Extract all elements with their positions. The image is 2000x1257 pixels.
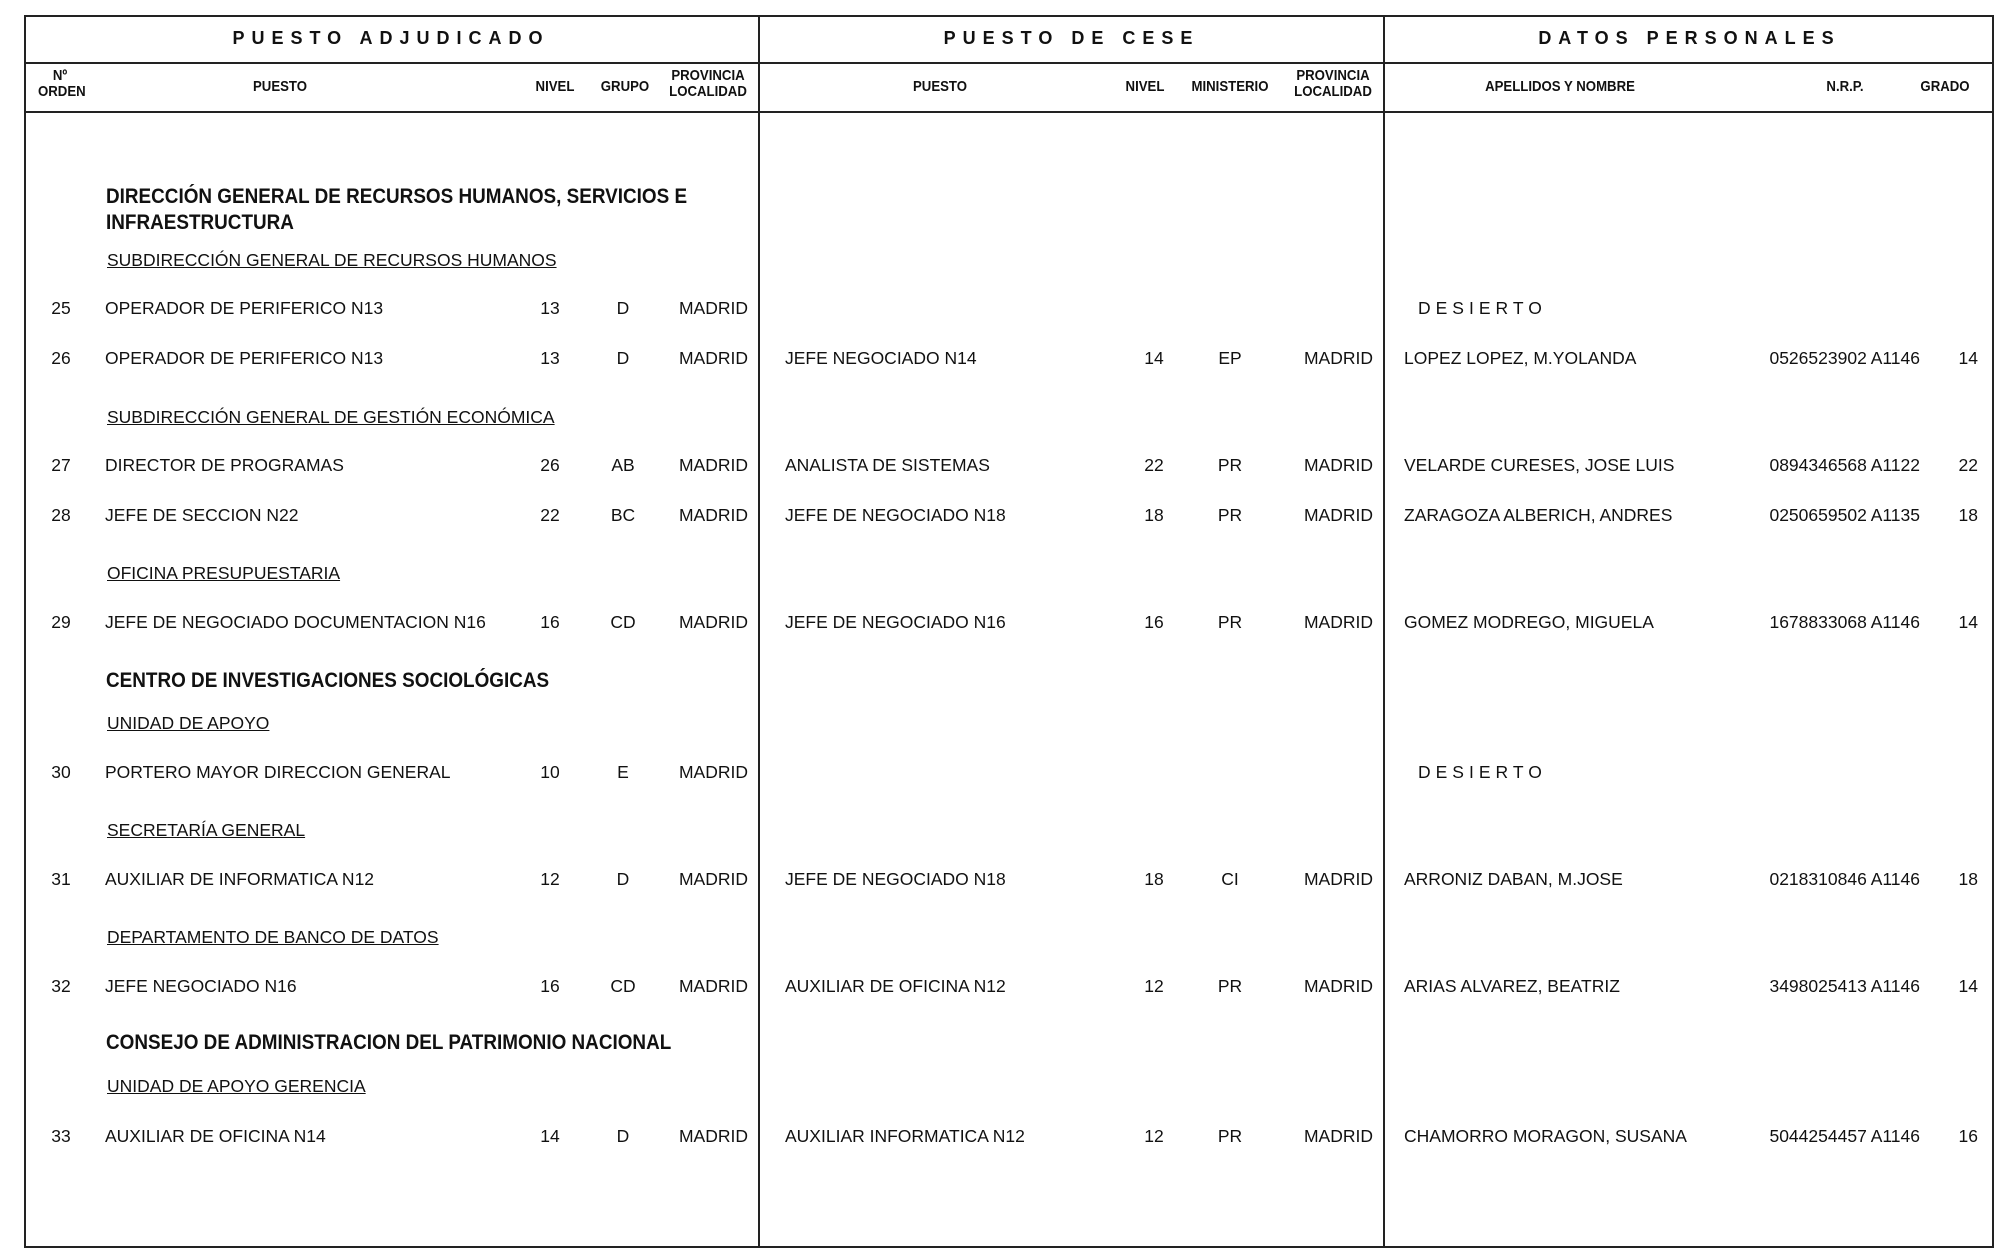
cell-nombre: DESIERTO (1418, 298, 1547, 318)
cell-cese-provincia: MADRID (1303, 1126, 1373, 1146)
table-row (0, 762, 2000, 784)
table-row (0, 505, 2000, 527)
cell-cese-puesto: JEFE DE NEGOCIADO N16 (785, 612, 1006, 632)
cell-grupo: CD (610, 612, 636, 632)
group-title: DIRECCIÓN GENERAL DE RECURSOS HUMANOS, SERVICIOS E (106, 185, 688, 208)
cell-cese-provincia: MADRID (1303, 348, 1373, 368)
cell-nrp: 0526523902 A1146 (1769, 348, 1920, 368)
section-title-cese: PUESTO DE CESE (943, 28, 1200, 48)
cell-provincia: MADRID (678, 869, 748, 889)
table-row (0, 869, 2000, 891)
cell-puesto: OPERADOR DE PERIFERICO N13 (105, 298, 384, 318)
cell-ministerio: EP (1218, 348, 1242, 368)
header-ministerio: MINISTERIO (1191, 78, 1269, 95)
header-cese-nivel: NIVEL (1125, 78, 1165, 95)
cell-grupo: D (616, 348, 630, 368)
cell-nrp: 0250659502 A1135 (1769, 505, 1920, 525)
cell-cese-nivel: 14 (1144, 348, 1164, 368)
cell-grupo: BC (610, 505, 636, 525)
header-grupo: GRUPO (600, 78, 650, 95)
cell-cese-provincia: MADRID (1303, 869, 1373, 889)
group-title: CONSEJO DE ADMINISTRACION DEL PATRIMONIO NACIONAL (106, 1031, 672, 1054)
table-row (0, 976, 2000, 998)
cell-ministerio: PR (1217, 1126, 1243, 1146)
cell-grupo: E (617, 762, 629, 782)
cell-provincia: MADRID (678, 612, 748, 632)
table-row (0, 455, 2000, 477)
table-row (0, 1126, 2000, 1148)
cell-provincia: MADRID (678, 1126, 748, 1146)
cell-orden: 28 (51, 505, 71, 525)
cell-cese-puesto: AUXILIAR INFORMATICA N12 (785, 1126, 1025, 1146)
cell-puesto: DIRECTOR DE PROGRAMAS (105, 455, 344, 475)
cell-ministerio: PR (1217, 976, 1243, 996)
cell-cese-puesto: JEFE DE NEGOCIADO N18 (785, 505, 1006, 525)
cell-grado: 18 (1958, 505, 1978, 525)
cell-grado: 22 (1958, 455, 1978, 475)
cell-provincia: MADRID (678, 348, 748, 368)
section-title-personales: DATOS PERSONALES (1538, 28, 1841, 48)
header-grado: GRADO (1920, 78, 1970, 95)
subgroup-title: UNIDAD DE APOYO GERENCIA (107, 1076, 366, 1096)
group-title: INFRAESTRUCTURA (106, 211, 294, 234)
subgroup-title: UNIDAD DE APOYO (107, 713, 270, 733)
cell-puesto: AUXILIAR DE OFICINA N14 (105, 1126, 326, 1146)
cell-grado: 14 (1958, 348, 1978, 368)
cell-cese-nivel: 22 (1144, 455, 1164, 475)
cell-nrp: 5044254457 A1146 (1769, 1126, 1920, 1146)
cell-puesto: PORTERO MAYOR DIRECCION GENERAL (105, 762, 451, 782)
cell-puesto: AUXILIAR DE INFORMATICA N12 (105, 869, 375, 889)
cell-nivel: 13 (540, 298, 560, 318)
cell-nombre: CHAMORRO MORAGON, SUSANA (1404, 1126, 1687, 1146)
cell-nivel: 16 (540, 976, 560, 996)
cell-cese-nivel: 12 (1144, 976, 1164, 996)
header-apellidos: APELLIDOS Y NOMBRE (1485, 78, 1635, 95)
cell-cese-nivel: 12 (1144, 1126, 1164, 1146)
subgroup-title: SECRETARÍA GENERAL (107, 820, 306, 840)
cell-nombre: ARIAS ALVAREZ, BEATRIZ (1404, 976, 1620, 996)
cell-nombre: GOMEZ MODREGO, MIGUELA (1404, 612, 1654, 632)
cell-cese-nivel: 18 (1144, 505, 1164, 525)
cell-nivel: 10 (540, 762, 560, 782)
cell-puesto: JEFE NEGOCIADO N16 (105, 976, 297, 996)
subgroup-title: SUBDIRECCIÓN GENERAL DE GESTIÓN ECONÓMICA (107, 407, 555, 427)
cell-nrp: 0218310846 A1146 (1769, 869, 1920, 889)
cell-nombre: ARRONIZ DABAN, M.JOSE (1404, 869, 1623, 889)
cell-orden: 29 (51, 612, 71, 632)
header-cese-provincia: PROVINCIA LOCALIDAD (1294, 67, 1372, 100)
cell-nrp: 0894346568 A1122 (1769, 455, 1920, 475)
cell-provincia: MADRID (678, 762, 748, 782)
cell-nivel: 16 (540, 612, 560, 632)
cell-cese-puesto: JEFE NEGOCIADO N14 (785, 348, 977, 368)
header-nivel: NIVEL (535, 78, 575, 95)
subgroup-title: SUBDIRECCIÓN GENERAL DE RECURSOS HUMANOS (107, 250, 557, 270)
cell-cese-nivel: 16 (1144, 612, 1164, 632)
cell-ministerio: PR (1217, 612, 1243, 632)
cell-nivel: 14 (540, 1126, 560, 1146)
table-row (0, 612, 2000, 634)
subgroup-title: OFICINA PRESUPUESTARIA (107, 563, 341, 583)
cell-grupo: AB (611, 455, 635, 475)
cell-orden: 26 (51, 348, 71, 368)
header-rule-1 (24, 62, 1994, 64)
cell-cese-puesto: AUXILIAR DE OFICINA N12 (785, 976, 1006, 996)
cell-provincia: MADRID (678, 976, 748, 996)
cell-puesto: OPERADOR DE PERIFERICO N13 (105, 348, 384, 368)
cell-orden: 33 (51, 1126, 71, 1146)
cell-nombre: LOPEZ LOPEZ, M.YOLANDA (1404, 348, 1637, 368)
cell-nivel: 12 (540, 869, 560, 889)
cell-cese-provincia: MADRID (1303, 505, 1373, 525)
cell-ministerio: CI (1221, 869, 1239, 889)
header-puesto: PUESTO (252, 78, 308, 95)
cell-grado: 14 (1958, 612, 1978, 632)
cell-provincia: MADRID (678, 298, 748, 318)
cell-grupo: D (616, 298, 630, 318)
cell-nrp: 3498025413 A1146 (1769, 976, 1920, 996)
cell-cese-provincia: MADRID (1303, 976, 1373, 996)
cell-cese-nivel: 18 (1144, 869, 1164, 889)
section-title-adjudicado: PUESTO ADJUDICADO (232, 28, 550, 48)
cell-grado: 14 (1958, 976, 1978, 996)
header-orden: Nº ORDEN (38, 67, 86, 100)
header-nrp: N.R.P. (1826, 78, 1864, 95)
cell-cese-provincia: MADRID (1303, 455, 1373, 475)
cell-orden: 32 (51, 976, 71, 996)
header-cese-puesto: PUESTO (912, 78, 968, 95)
cell-nivel: 13 (540, 348, 560, 368)
cell-grupo: CD (610, 976, 636, 996)
group-title: CENTRO DE INVESTIGACIONES SOCIOLÓGICAS (106, 669, 550, 692)
cell-nivel: 22 (540, 505, 560, 525)
cell-ministerio: PR (1217, 455, 1243, 475)
cell-nombre: VELARDE CURESES, JOSE LUIS (1404, 455, 1675, 475)
cell-cese-puesto: ANALISTA DE SISTEMAS (785, 455, 990, 475)
header-rule-2 (24, 111, 1994, 113)
cell-orden: 31 (51, 869, 71, 889)
cell-grado: 18 (1958, 869, 1978, 889)
cell-nombre: ZARAGOZA ALBERICH, ANDRES (1404, 505, 1673, 525)
table-row (0, 298, 2000, 320)
cell-provincia: MADRID (678, 505, 748, 525)
cell-puesto: JEFE DE SECCION N22 (105, 505, 299, 525)
cell-grupo: D (616, 1126, 630, 1146)
subgroup-title: DEPARTAMENTO DE BANCO DE DATOS (107, 927, 439, 947)
header-provincia: PROVINCIA LOCALIDAD (669, 67, 747, 100)
cell-cese-puesto: JEFE DE NEGOCIADO N18 (785, 869, 1006, 889)
cell-nrp: 1678833068 A1146 (1769, 612, 1920, 632)
cell-puesto: JEFE DE NEGOCIADO DOCUMENTACION N16 (105, 612, 486, 632)
cell-ministerio: PR (1217, 505, 1243, 525)
cell-orden: 27 (51, 455, 71, 475)
cell-cese-provincia: MADRID (1303, 612, 1373, 632)
cell-grupo: D (616, 869, 630, 889)
table-row (0, 348, 2000, 370)
cell-orden: 30 (51, 762, 71, 782)
cell-nombre: DESIERTO (1418, 762, 1547, 782)
cell-grado: 16 (1958, 1126, 1978, 1146)
cell-nivel: 26 (540, 455, 560, 475)
cell-provincia: MADRID (678, 455, 748, 475)
cell-orden: 25 (51, 298, 71, 318)
